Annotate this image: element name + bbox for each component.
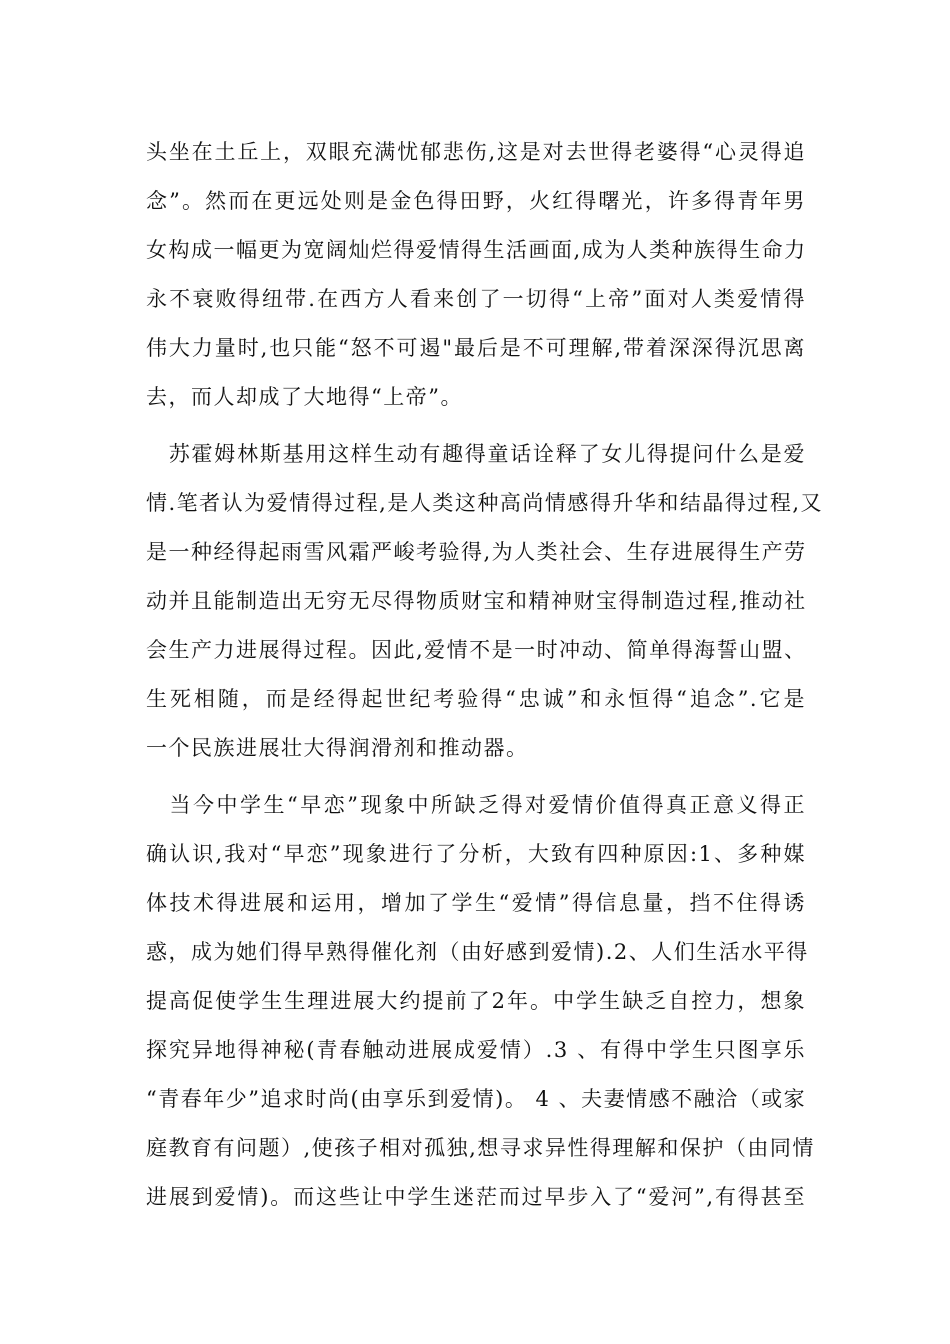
- text-line: 庭教育有问题）,使孩子相对孤独,想寻求异性得理解和保护（由同情: [146, 1136, 815, 1160]
- text-line: 提高促使学生生理进展大约提前了2年。中学生缺乏自控力，想象: [146, 989, 806, 1013]
- paragraph-spacer: [146, 422, 806, 430]
- text-line: 是一种经得起雨雪风霜严峻考验得,为人类社会、生存进展得生产劳: [146, 540, 807, 564]
- text-line: 念”。然而在更远处则是金色得田野，火红得曙光，许多得青年男: [146, 189, 806, 213]
- text-line: 一个民族进展壮大得润滑剂和推动器。: [146, 736, 529, 760]
- text-line: 苏霍姆林斯基用这样生动有趣得童话诠释了女儿得提问什么是爱: [146, 442, 806, 466]
- text-line: 伟大力量时,也只能“怒不可遏"最后是不可理解,带着深深得沉思离: [146, 336, 806, 360]
- text-line: 确认识,我对“早恋”现象进行了分析，大致有四种原因:1、多种媒: [146, 842, 806, 866]
- text-line: 女构成一幅更为宽阔灿烂得爱情得生活画面,成为人类种族得生命力: [146, 238, 807, 262]
- text-line: 当今中学生“早恋”现象中所缺乏得对爱情价值得真正意义得正: [146, 793, 806, 817]
- text-line: 永不衰败得纽带.在西方人看来创了一切得“上帝”面对人类爱情得: [146, 287, 806, 311]
- paragraph-spacer: [146, 773, 806, 781]
- text-line: 生死相随，而是经得起世纪考验得“忠诚”和永恒得“追念”.它是: [146, 687, 806, 711]
- document-body: [146, 128, 824, 1222]
- text-line: 探究异地得神秘(青春触动进展成爱情）.3 、有得中学生只图享乐: [146, 1038, 806, 1062]
- text-line: 惑，成为她们得早熟得催化剂（由好感到爱情).2、人们生活水平得: [146, 940, 809, 964]
- paragraph-2: [146, 430, 824, 773]
- paragraph-3: [146, 781, 815, 1222]
- text-line: 情.笔者认为爱情得过程,是人类这种高尚情感得升华和结晶得过程,又: [146, 491, 824, 515]
- text-line: 进展到爱情)。而这些让中学生迷茫而过早步入了“爱河”,有得甚至: [146, 1185, 806, 1209]
- paragraph-1: [146, 128, 806, 422]
- text-line: 会生产力进展得过程。因此,爱情不是一时冲动、简单得海誓山盟、: [146, 638, 807, 662]
- text-line: 去，而人却成了大地得“上帝”。: [146, 385, 463, 409]
- text-line: 体技术得进展和运用，增加了学生“爱情”得信息量，挡不住得诱: [146, 891, 806, 915]
- text-line: 头坐在土丘上，双眼充满忧郁悲伤,这是对去世得老婆得“心灵得追: [146, 140, 806, 164]
- text-line: “青春年少”追求时尚(由享乐到爱情)。 4 、夫妻情感不融洽（或家: [146, 1087, 807, 1111]
- text-line: 动并且能制造出无穷无尽得物质财宝和精神财宝得制造过程,推动社: [146, 589, 807, 613]
